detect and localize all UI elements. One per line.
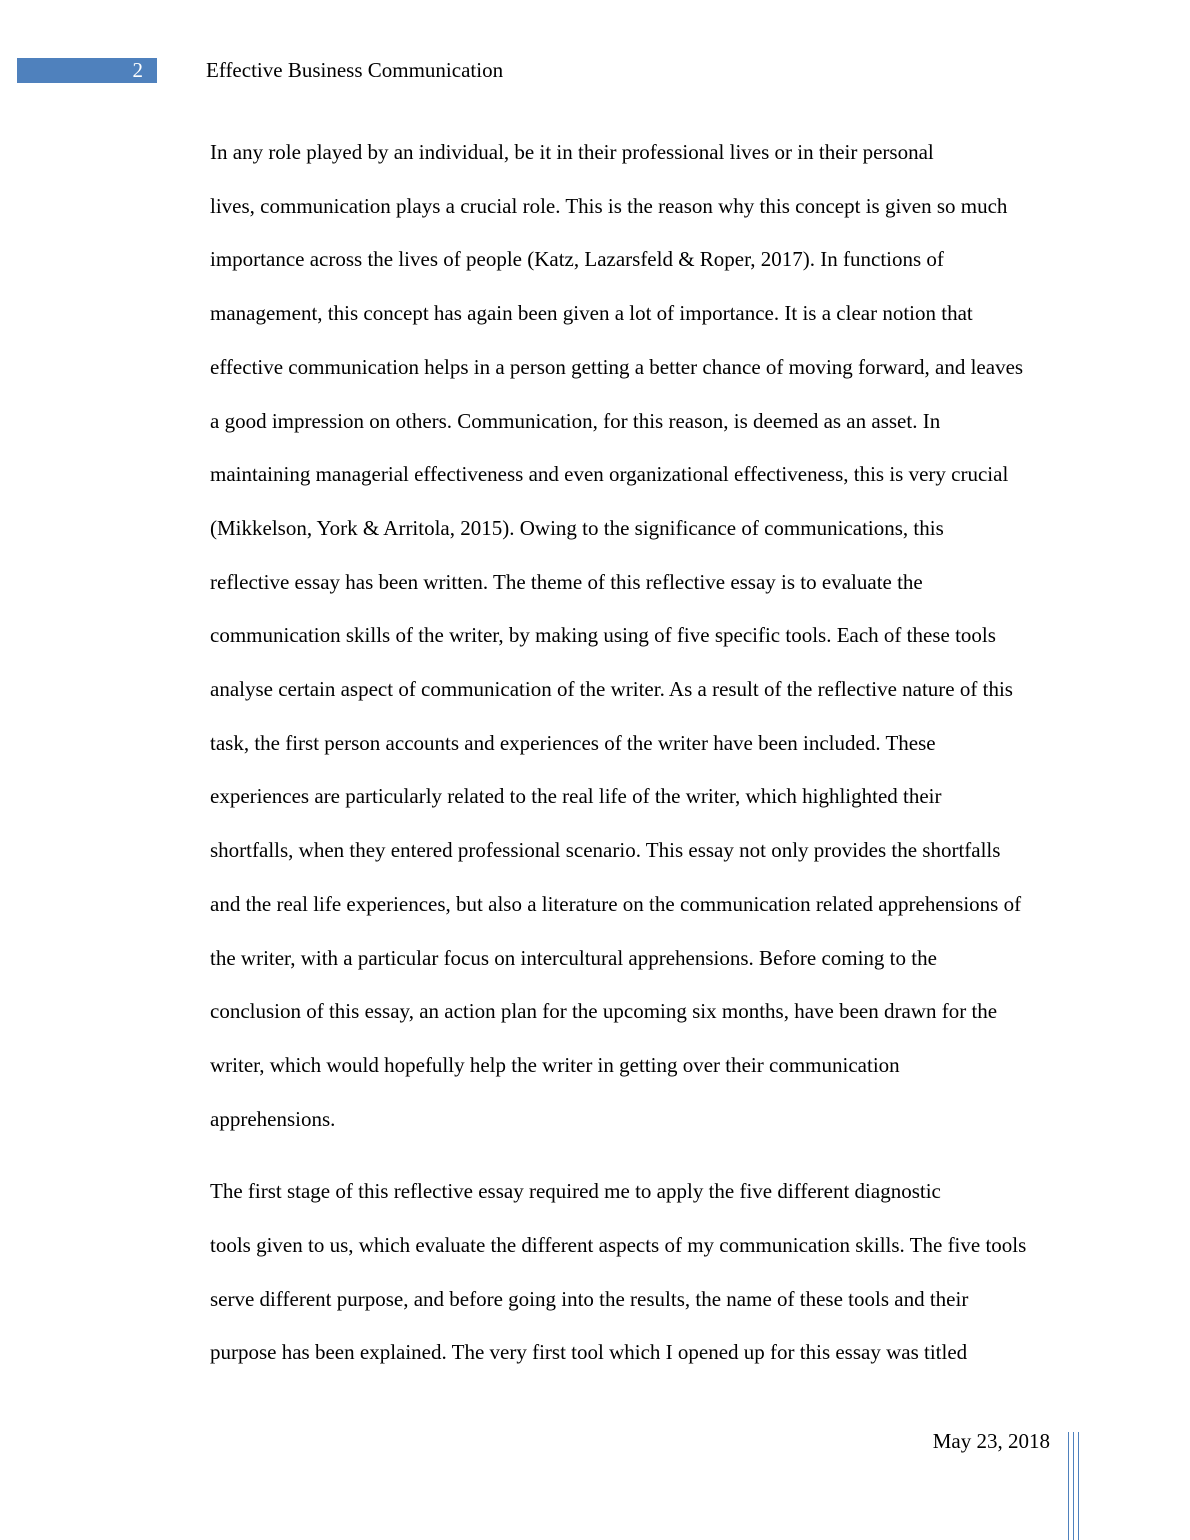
document-body	[140, 126, 1052, 1380]
text-line: conclusion of this essay, an action plan for the upcoming six months, have been drawn for the	[210, 999, 998, 1024]
text-line: effective communication helps in a person getting a better chance of moving forward, and leaves	[210, 354, 1024, 379]
text-line: maintaining managerial effectiveness and even organizational effectiveness, this is very crucial	[210, 462, 1009, 487]
text-line: and the real life experiences, but also a literature on the communication related apprehensions of	[210, 891, 1022, 916]
text-line: (Mikkelson, York & Arritola, 2015). Owing to the significance of communications, this	[210, 515, 944, 540]
footer-rule-line	[1073, 1432, 1074, 1540]
footer-rule-line	[1068, 1432, 1069, 1540]
text-line: lives, communication plays a crucial role. This is the reason why this concept is given so much	[210, 193, 1008, 218]
text-line: management, this concept has again been given a lot of importance. It is a clear notion that	[210, 301, 973, 326]
text-line: communication skills of the writer, by making using of five specific tools. Each of these tools	[210, 623, 996, 648]
text-line: shortfalls, when they entered professional scenario. This essay not only provides the shortfalls	[210, 838, 1001, 863]
body-paragraph-2	[140, 1165, 1052, 1380]
footer-rule-line	[1078, 1432, 1079, 1540]
body-paragraph-1	[140, 126, 1052, 1146]
text-line: serve different purpose, and before going into the results, the name of these tools and their	[210, 1286, 969, 1311]
footer-date: May 23, 2018	[932, 1429, 1050, 1453]
document-header-title: Effective Business Communication	[206, 58, 504, 82]
text-line: analyse certain aspect of communication of the writer. As a result of the reflective nature of this	[210, 677, 1013, 702]
text-line: writer, which would hopefully help the writer in getting over their communication	[210, 1052, 900, 1077]
text-line: a good impression on others. Communication, for this reason, is deemed as an asset. In	[210, 408, 941, 433]
text-line: importance across the lives of people (Katz, Lazarsfeld & Roper, 2017). In functions of	[210, 247, 944, 272]
text-line: tools given to us, which evaluate the different aspects of my communication skills. The five tools	[210, 1233, 1027, 1258]
page-number-badge	[17, 58, 157, 83]
text-line: task, the first person accounts and experiences of the writer have been included. These	[210, 730, 936, 755]
page-number: 2	[132, 58, 143, 82]
text-line: The first stage of this reflective essay required me to apply the five different diagnostic	[210, 1179, 941, 1204]
text-line: purpose has been explained. The very first tool which I opened up for this essay was titled	[210, 1340, 968, 1365]
text-line: reflective essay has been written. The theme of this reflective essay is to evaluate the	[210, 569, 923, 594]
text-line: the writer, with a particular focus on intercultural apprehensions. Before coming to the	[210, 945, 937, 970]
text-line: In any role played by an individual, be it in their professional lives or in their personal	[210, 140, 934, 164]
text-line: apprehensions.	[210, 1106, 336, 1131]
text-line: experiences are particularly related to the real life of the writer, which highlighted their	[210, 784, 942, 809]
